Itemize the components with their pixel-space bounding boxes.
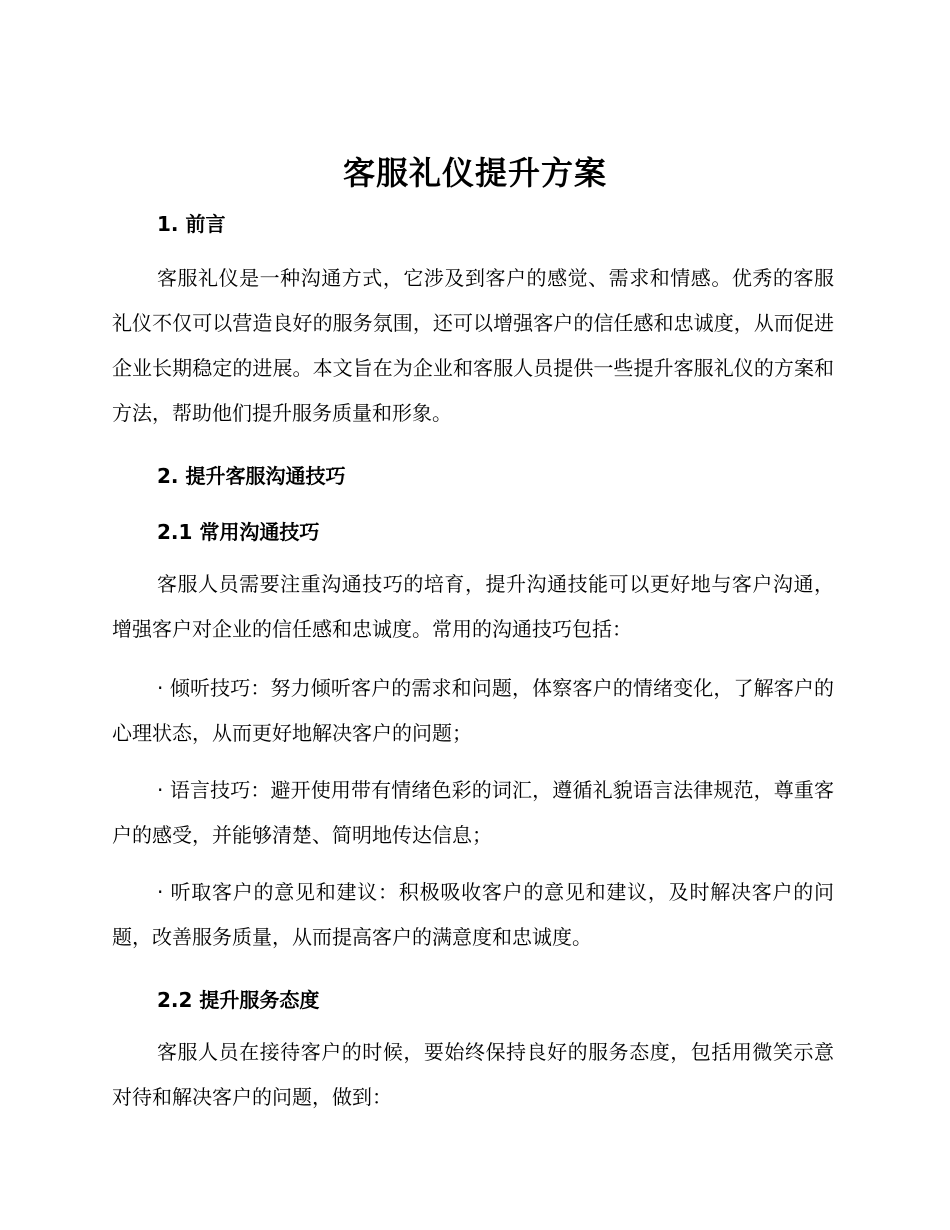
- bullet-listening: · 倾听技巧：努力倾听客户的需求和问题，体察客户的情绪变化，了解客户的心理状态，从而更好地解决客户的问题；: [112, 676, 834, 745]
- document-title: 客服礼仪提升方案: [342, 154, 607, 192]
- subsection-heading-attitude: 2.2 提升服务态度: [157, 988, 320, 1012]
- intro-paragraph: 客服礼仪是一种沟通方式，它涉及到客户的感觉、需求和情感。优秀的客服礼仪不仅可以营造良好的服务氛围，还可以增强客户的信任感和忠诚度，从而促进企业长期稳定的进展。本文旨在为企业和客服人员提供一些提升客服礼仪的方案和方法，帮助他们提升服务质量和形象。: [112, 266, 834, 425]
- common-skills-paragraph: 客服人员需要注重沟通技巧的培育，提升沟通技能可以更好地与客户沟通，增强客户对企业的信任感和忠诚度。常用的沟通技巧包括：: [112, 572, 834, 641]
- section-heading-intro: 1. 前言: [157, 212, 226, 236]
- bullet-feedback: · 听取客户的意见和建议：积极吸收客户的意见和建议，及时解决客户的问题，改善服务质量，从而提高客户的满意度和忠诚度。: [112, 880, 834, 949]
- subsection-heading-common-skills: 2.1 常用沟通技巧: [157, 520, 320, 544]
- section-heading-communication: 2. 提升客服沟通技巧: [157, 464, 346, 488]
- bullet-language: · 语言技巧：避开使用带有情绪色彩的词汇，遵循礼貌语言法律规范，尊重客户的感受，并能够清楚、简明地传达信息；: [112, 778, 834, 847]
- attitude-paragraph: 客服人员在接待客户的时候，要始终保持良好的服务态度，包括用微笑示意对待和解决客户的问题，做到：: [112, 1040, 834, 1109]
